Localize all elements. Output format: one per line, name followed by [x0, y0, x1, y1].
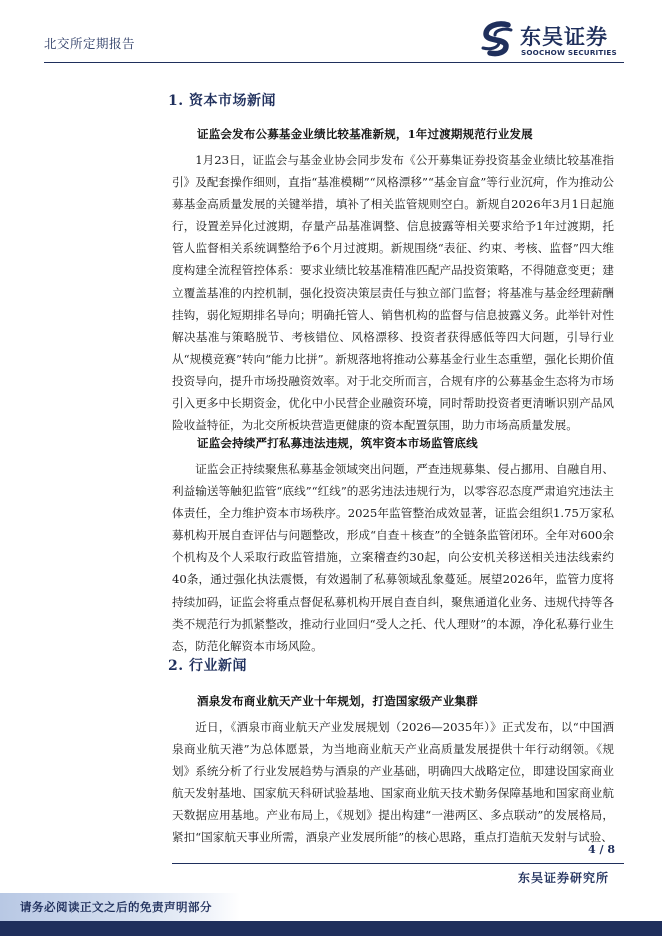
- article-heading: 证监会发布公募基金业绩比较基准新规，1年过渡期规范行业发展: [197, 127, 533, 141]
- section-title-industry-news: 2. 行业新闻: [168, 658, 247, 674]
- footer-brand: 东吴证券研究所: [518, 871, 610, 885]
- header-divider: [44, 62, 624, 63]
- report-type-label: 北交所定期报告: [44, 36, 136, 51]
- article-body: 近日，《酒泉市商业航天产业发展规划（2026—2035年）》正式发布，以“中国酒泉商业航天港”为总体愿景，为当地商业航天产业高质量发展提供十年行动纲领。《规划》系统分析了行业发展趋势与酒泉的产业基础，明确四大战略定位，即建设国家商业航天发射基地、国家航天科研试验基地、国家商业航天技术勤务保障基地和国家商业航天数据应用基地。产业布局上，《规划》提出构建“一港两区、多点联动”的发展格局，紧扣“国家航天事业所需，酒泉产业发展所能”的核心思路，重点打造航天发射与试验、: [172, 720, 614, 845]
- bottom-color-bar: [0, 921, 662, 936]
- disclaimer-text: 请务必阅读正文之后的免责声明部分: [20, 900, 212, 914]
- logo-english-name: SOOCHOW SECURITIES: [521, 48, 617, 57]
- article-heading: 证监会持续严打私募违法违规，筑牢资本市场监管底线: [197, 436, 478, 450]
- disclaimer-banner: [0, 893, 240, 921]
- footer-divider: [172, 863, 624, 864]
- article-heading: 酒泉发布商业航天产业十年规划，打造国家级产业集群: [197, 694, 478, 708]
- section-title-capital-market: 1. 资本市场新闻: [168, 93, 276, 109]
- article-body: 证监会正持续聚焦私募基金领域突出问题，严查违规募集、侵占挪用、自融自用、利益输送等触犯监管“底线”“红线”的恶劣违法违规行为，以零容忍态度严肃追究违法主体责任，全力维护资本市场秩序。2025年监管整治成效显著，证监会组织1.75万家私募机构开展自查评估与问题整改，形成“自查＋核查”的全链条监管闭环。全年对600余个机构及个人采取行政监管措施，立案稽查约30起，向公安机关移送相关违法线索约40条，通过强化执法震慑，有效遏制了私募领域乱象蔓延。展望2026年，监管力度将持续加码，证监会将重点督促私募机构开展自查自纠，聚焦通道化业务、违规代持等各类不规范行为抓紧整改，推动行业回归“受人之托、代人理财”的本源，净化私募行业生态，防范化解资本市场风险。: [172, 462, 614, 653]
- soochow-logo-icon: [478, 20, 516, 58]
- company-logo: [478, 20, 628, 62]
- article-body: 1月23日，证监会与基金业协会同步发布《公开募集证券投资基金业绩比较基准指引》及配套操作细则，直指“基准模糊”“风格漂移”“基金盲盒”等行业沉疴，作为推动公募基金高质量发展的关键举措，填补了相关监管规则空白。新规自2026年3月1日起施行，设置差异化过渡期，存量产品基准调整、信息披露等相关要求给予1年过渡期，托管人监督相关系统调整给予6个月过渡期。新规围绕“表征、约束、考核、监督”四大维度构建全流程管控体系：要求业绩比较基准精准匹配产品投资策略，不得随意变更；建立覆盖基准的内控机制，强化投资决策层责任与独立部门监督；将基准与基金经理薪酬挂钩，弱化短期排名导向；明确托管人、销售机构的监督与信息披露义务。此举针对性解决基准与策略脱节、考核错位、风格漂移、投资者获得感低等四大问题，引导行业从“规模竞赛”转向“能力比拼”。新规落地将推动公募基金行业生态重塑，强化长期价值投资导向，提升市场投融资效率。对于北交所而言，合规有序的公募基金生态将为市场引入更多中长期资金，优化中小民营企业融资环境，同时帮助投资者更清晰识别产品风险收益特征，为北交所板块营造更健康的资本配置氛围，助力市场高质量发展。: [172, 153, 614, 433]
- logo-chinese-name: 东吴证券: [520, 25, 608, 49]
- page-number: 4 / 8: [588, 843, 615, 856]
